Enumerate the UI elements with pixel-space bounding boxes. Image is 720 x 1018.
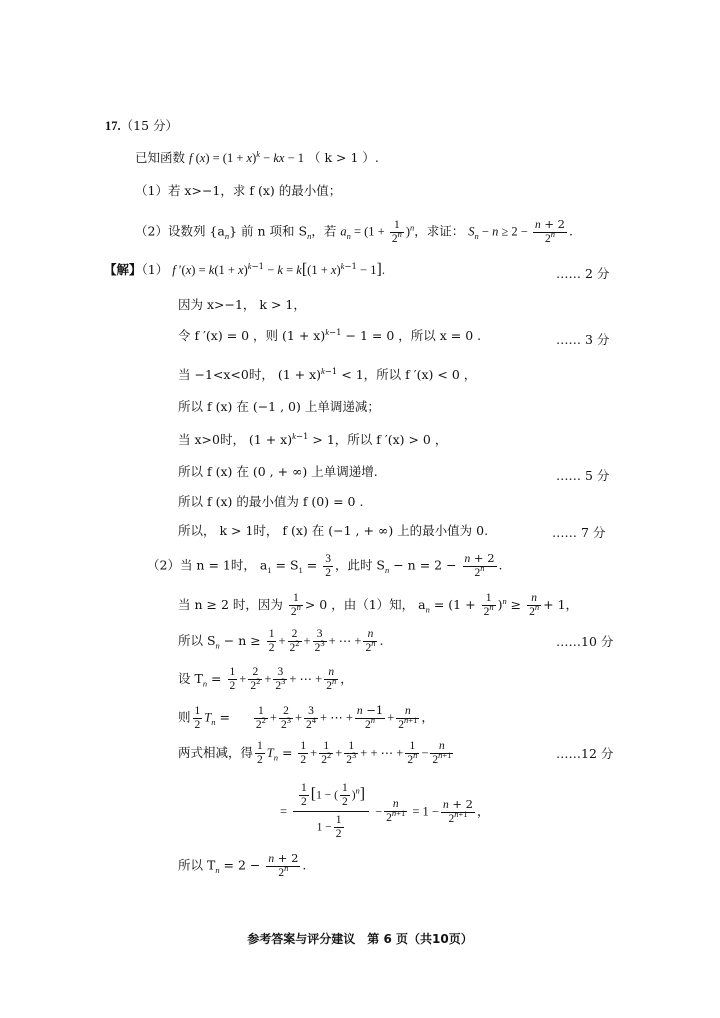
l16a: 所以 T <box>178 857 216 873</box>
fraction: $\frac{n + 2}{2^n}$ <box>464 551 495 579</box>
score-3: …… 3 分 <box>556 332 610 347</box>
problem-points: （15 分） <box>120 118 179 133</box>
l14a: 两式相减，得 <box>178 745 254 760</box>
solution-line-8: 所以 f (x) 的最小值为 f (0) = 0 . <box>178 494 364 509</box>
l2b: − 1 = 0 ，所以 x = 0 . <box>341 328 482 343</box>
l10f: + 1， <box>543 597 579 612</box>
l13c: = <box>215 709 230 725</box>
l5a: 当 x>0时， (1 + x) <box>178 432 293 447</box>
solution-line-2: 因为 x>−1， k > 1， <box>178 297 306 312</box>
part2-mid2: ，若 <box>311 223 337 239</box>
solution-part2-line-6: 两式相减，得 $\frac{1}{2}$ $T_n$ = $\frac{1}{2}$ + $\frac{1}{2^2}$ + $\frac{1}{2^3}$ + + ⋯ + $\frac{1}{2^n}$ − $\frac{n}{2^{n+1}}$ <box>178 740 452 766</box>
solution-line-1: 【解】（1） f $'(x) = k(1 + x)^{k-1} - k = k[(1 + x)^{k-1} - 1]$. <box>104 260 385 278</box>
l11c: . <box>379 633 384 648</box>
solution-part2-line-7: = $\frac{1}{2}$ [1 − ( $\frac{1}{2}$ )$^n$] 1 − $\frac{1}{2}$ − $\frac{n}{2^{n+1}}$ = 1 − $\frac{n + 2}{2^{n+1}}$ ， <box>280 780 489 843</box>
p2d: ，此时 S <box>334 557 385 573</box>
l16b: = 2 − <box>219 857 261 873</box>
fraction: $\frac{1}{2^n}$ <box>391 218 402 245</box>
solution-line-4: 当 −1<x<0时， $(1 + x)^{k-1} < 1$，所以 f ′(x) < 0 ， <box>178 365 477 382</box>
l10c: = (1 + <box>429 597 476 612</box>
part1-label: （1） <box>141 262 169 277</box>
page-footer: 参考答案与评分建议 第 6 页（共10页） <box>247 932 473 946</box>
score-10: ……10 分 <box>556 634 614 649</box>
fraction: $\frac{n}{2^n}$ <box>529 592 540 618</box>
l13a: 则 <box>178 709 191 725</box>
solution-part2-line-4: 设 $T_n$ = $\frac{1}{2}$ + $\frac{2}{2^2}$ + $\frac{3}{2^3}$ + ⋯ + $\frac{n}{2^n}$ ， <box>178 666 353 692</box>
part2-suffix: ，求证： <box>414 223 465 239</box>
function-definition: f <box>189 151 196 165</box>
l12a: 设 T <box>178 671 203 686</box>
l16c: . <box>302 857 307 873</box>
score-5: …… 5 分 <box>556 468 610 483</box>
solution-part2-line-1: （2）当 n = 1时， $a_1 = S_1$ = $\frac{3}{2}$ ，此时 $S_n - n = 2$ − $\frac{n + 2}{2^n}$ . <box>147 551 503 579</box>
fraction: $\frac{1}{2^n}$ <box>290 592 301 618</box>
solution-part2-line-8: 所以 $T_n = 2$ − $\frac{n + 2}{2^n}$ . <box>178 851 307 879</box>
l10d: ) <box>497 597 503 612</box>
problem-part2: （2）设数列 $\{a_n\}$ 前 n 项和 $S_n$，若 $a_n = (1$ + $\frac{1}{2^n}$ )$^n$，求证： $S_n - n \ge 2$ − $\frac{n + 2}{2^n}$ . <box>135 217 573 245</box>
score-2: …… 2 分 <box>556 266 610 281</box>
l10e: ≥ <box>506 597 522 612</box>
solution-line-9: 所以， k > 1时， f (x) 在 (−1 , + ∞) 上的最小值为 0. <box>178 523 489 538</box>
part2-end: . <box>569 223 573 239</box>
l3a: 当 −1<x<0时， (1 + x) <box>178 367 321 382</box>
fraction: $\frac{n + 2}{2^n}$ <box>534 217 565 245</box>
problem-number: 17. <box>105 119 121 133</box>
p2f: . <box>498 557 503 573</box>
solution-tag: 【解】 <box>104 262 142 277</box>
l2a: 令 f ′(x) = 0 ，则 (1 + x) <box>178 328 326 343</box>
l13d: ， <box>421 709 434 725</box>
l12c: ， <box>340 671 353 686</box>
p2a: （2）当 n = 1时， a <box>147 557 268 573</box>
solution-line-6: 当 x>0时， $(1 + x)^{k-1} > 1$，所以 f ′(x) > 0 ， <box>178 430 448 447</box>
l10a: 当 n ≥ 2 时，因为 <box>178 597 283 612</box>
l14b: T <box>266 746 274 760</box>
l3b: < 1，所以 f ′(x) < 0 ， <box>337 367 477 382</box>
p2b: = S <box>271 557 299 573</box>
solution-line-5: 所以 f (x) 在 (−1 , 0) 上单调递减； <box>178 399 380 414</box>
fraction: $\frac{3}{2}$ <box>325 552 331 579</box>
part2-prefix: （2）设数列 {a <box>135 223 225 239</box>
solution-part2-line-2: 当 n ≥ 2 时，因为 $\frac{1}{2^n}$ > 0 ，由（1）知， $a_n = (1$ + $\frac{1}{2^n}$ )$^n$ ≥ $\frac{n}{2^n}$ + 1， <box>178 592 579 618</box>
l5b: > 1，所以 f ′(x) > 0 ， <box>308 432 448 447</box>
score-7: …… 7 分 <box>552 525 606 540</box>
l13b: T <box>204 710 212 725</box>
statement-prefix: 已知函数 <box>135 150 186 165</box>
l11b: − n ≥ <box>219 633 261 648</box>
score-12: ……12 分 <box>556 746 614 761</box>
p2e: − n = 2 − <box>389 557 457 573</box>
l12b: = <box>207 671 222 686</box>
l10b: > 0 ，由（1）知， a <box>304 597 426 612</box>
solution-part2-line-5: 则 $\frac{1}{2}$ $T_n$ = $\frac{1}{2^2}$ + $\frac{2}{2^3}$ + $\frac{3}{2^4}$ + ⋯ + $\frac{n -1}{2^n}$ + $\frac{n}{2^{n+1}}$ ， <box>178 703 434 731</box>
compound-fraction: $\frac{1}{2}$ [1 − ( $\frac{1}{2}$ )$^n$] 1 − $\frac{1}{2}$ <box>293 780 369 843</box>
solution-line-7: 所以 f (x) 在 (0 , + ∞) 上单调递增. <box>178 464 378 479</box>
l11a: 所以 S <box>178 633 216 648</box>
solution-line-3: 令 f ′(x) = 0 ，则 $(1 + x)^{k-1} - 1 = 0$ ，所以 x = 0 . <box>178 326 482 343</box>
p2c: = <box>302 557 318 573</box>
problem-header <box>105 118 178 134</box>
problem-statement: 已知函数 f $(x) = (1 + x)^k$ − kx − 1 （ k > 1 ）. <box>135 148 379 165</box>
solution-part2-line-3: 所以 $S_n - n$ ≥ $\frac{1}{2}$ + $\frac{2}{2^2}$ + $\frac{3}{2^3}$ + ⋯ + $\frac{n}{2^n}$ . <box>178 628 384 654</box>
problem-part1: （1）若 x>−1，求 f (x) 的最小值； <box>135 183 342 198</box>
fraction: $\frac{1}{2^n}$ <box>483 592 494 618</box>
statement-condition: （ k > 1 ）. <box>308 150 379 165</box>
l14c: = <box>277 745 293 760</box>
part2-mid: } 前 n 项和 S <box>229 223 308 239</box>
